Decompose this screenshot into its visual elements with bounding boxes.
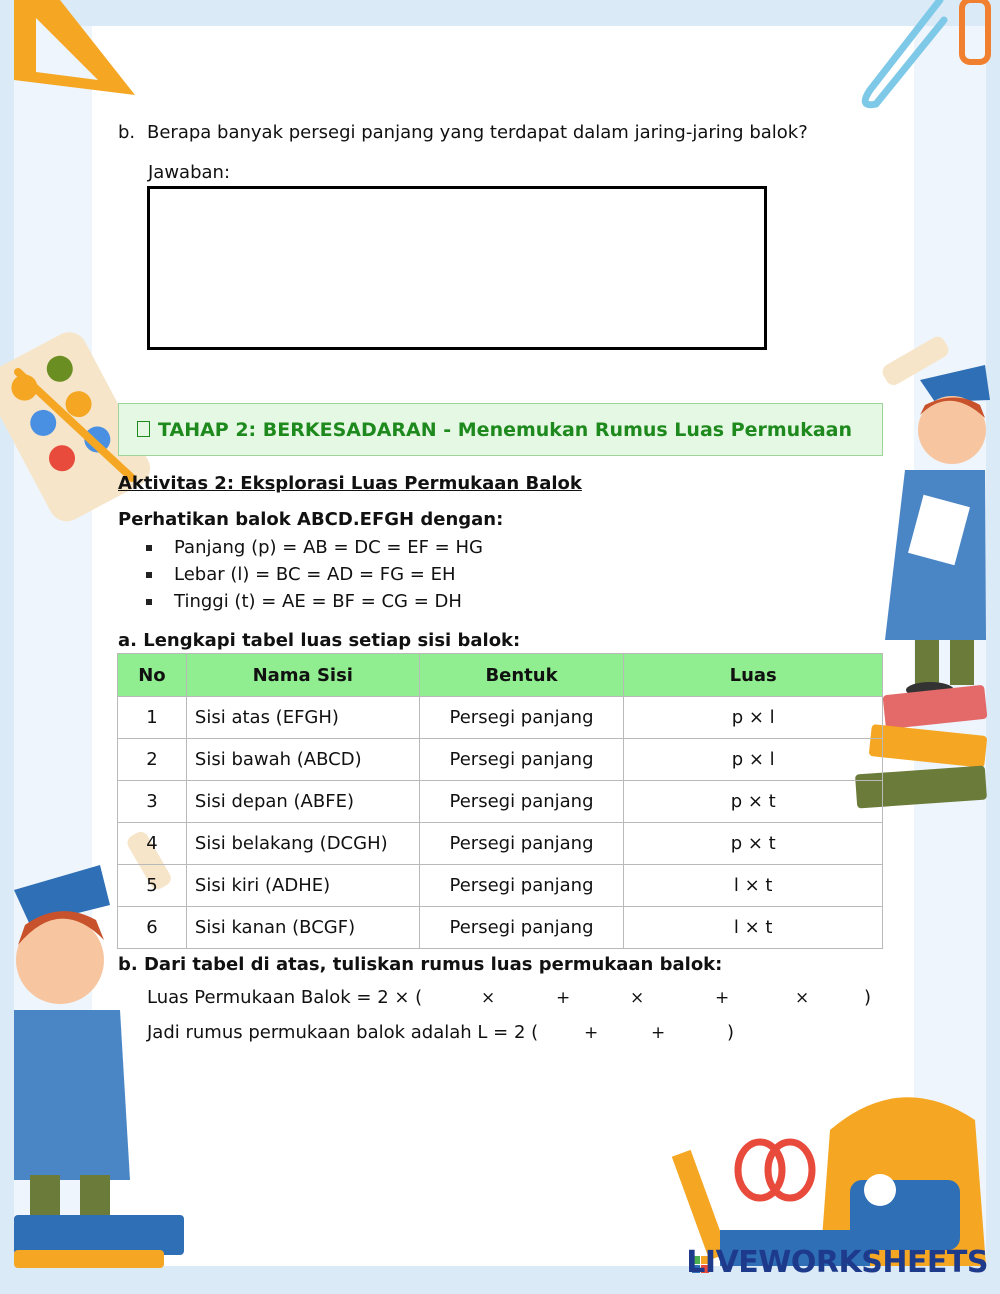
box-glyph-icon [137,421,150,437]
intro-text: Perhatikan balok ABCD.EFGH dengan: [118,509,504,530]
graduate-boy-right-icon [880,334,990,698]
part-a-heading: a. Lengkapi tabel luas setiap sisi balok: [118,630,521,651]
backpack-stationery-icon [672,1097,986,1266]
cell-area: l × t [624,865,883,907]
formula-line-1-op: + [556,988,571,1008]
part-b-heading: b. Dari tabel di atas, tuliskan rumus luas permukaan balok: [118,954,723,975]
triangle-ruler-icon [14,0,135,95]
cell-area: l × t [624,907,883,949]
stage-banner [118,403,883,456]
cell-shape: Persegi panjang [419,781,624,823]
header-nama-sisi: Nama Sisi [186,654,419,697]
cell-no: 6 [118,907,187,949]
cell-area: p × l [624,697,883,739]
table-row [118,739,883,781]
cell-area: p × l [624,739,883,781]
cell-side-name: Sisi bawah (ABCD) [186,739,419,781]
bullet-text: Tinggi (t) = AE = BF = CG = DH [174,591,462,612]
table-row [118,697,883,739]
formula-line-1-op: × [630,988,645,1008]
bullet-icon [146,599,152,605]
answer-input-box[interactable] [147,186,767,350]
formula-line-2-op: + [584,1023,599,1043]
cell-shape: Persegi panjang [419,865,624,907]
paperclip-icon [865,0,944,105]
cell-side-name: Sisi kanan (BCGF) [186,907,419,949]
cell-shape: Persegi panjang [419,697,624,739]
table-row [118,865,883,907]
cell-shape: Persegi panjang [419,823,624,865]
question-text: Berapa banyak persegi panjang yang terdapat dalam jaring-jaring balok? [147,122,808,143]
cell-no: 2 [118,739,187,781]
table-row [118,907,883,949]
cell-area: p × t [624,823,883,865]
table-row [118,781,883,823]
cell-shape: Persegi panjang [419,907,624,949]
list-item [140,561,483,588]
table-row [118,823,883,865]
cell-no: 5 [118,865,187,907]
watermark: LIVEWORKSHEETS [686,1245,988,1280]
header-no: No [118,654,187,697]
header-bentuk: Bentuk [419,654,624,697]
clip-icon [962,0,988,62]
cell-no: 1 [118,697,187,739]
formula-line-2-op: + [651,1023,666,1043]
formula-line-1-prefix: Luas Permukaan Balok = 2 × ( [147,987,423,1008]
list-item [140,588,483,615]
activity-title: Aktivitas 2: Eksplorasi Luas Permukaan Balok [118,473,582,494]
answer-label: Jawaban: [148,162,231,183]
bullet-icon [146,545,152,551]
list-item [140,534,483,561]
stage-banner-text: TAHAP 2: BERKESADARAN - Menemukan Rumus Luas Permukaan [158,418,853,441]
formula-line-1-op: + [715,988,730,1008]
question-marker: b. [118,122,136,143]
cell-side-name: Sisi atas (EFGH) [186,697,419,739]
dimension-list [140,534,483,615]
formula-line-2-prefix: Jadi rumus permukaan balok adalah L = 2 ( [147,1022,539,1043]
header-luas: Luas [624,654,883,697]
formula-line-1-op: × [481,988,496,1008]
book-stack-left-icon [14,1215,184,1268]
formula-line-2-suffix: ) [727,1022,735,1043]
cell-side-name: Sisi depan (ABFE) [186,781,419,823]
cell-side-name: Sisi belakang (DCGH) [186,823,419,865]
bullet-text: Lebar (l) = BC = AD = FG = EH [174,564,456,585]
cell-side-name: Sisi kiri (ADHE) [186,865,419,907]
cell-no: 3 [118,781,187,823]
bullet-icon [146,572,152,578]
surface-table [117,653,883,949]
cell-shape: Persegi panjang [419,739,624,781]
bullet-text: Panjang (p) = AB = DC = EF = HG [174,537,483,558]
formula-line-1-op: × [795,988,810,1008]
cell-no: 4 [118,823,187,865]
table-header-row [118,654,883,697]
formula-line-1-suffix: ) [864,987,872,1008]
cell-area: p × t [624,781,883,823]
